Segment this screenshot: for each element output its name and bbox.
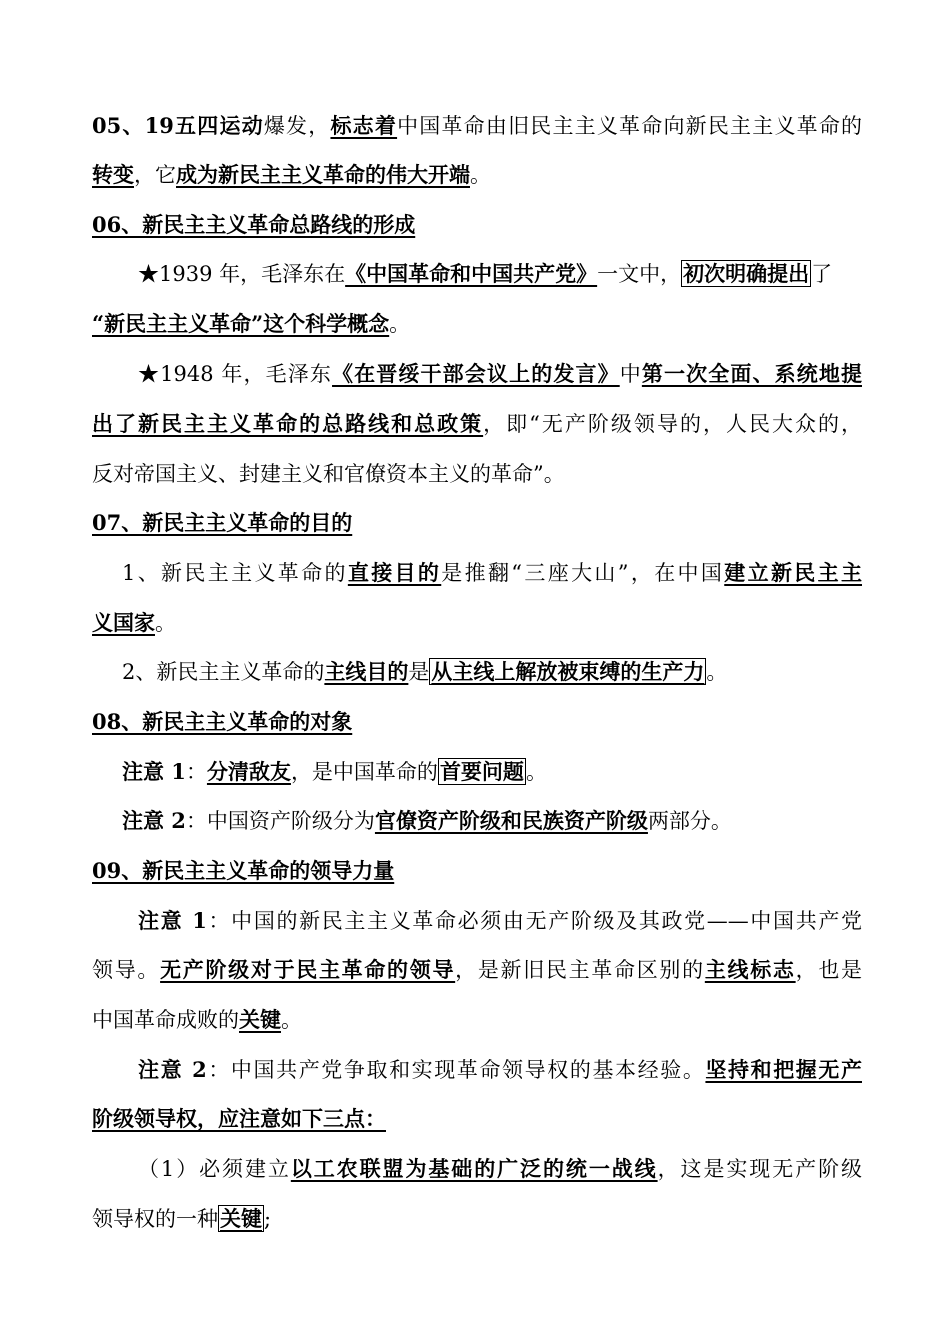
s05-may-fourth: 五四运动 [173,113,264,138]
s05-line-2 [92,160,862,190]
s08-friends-foes: 分清敌友 [206,759,291,784]
s06-p2-zhong: 中 [619,362,642,386]
s06-p2-quote: ，即“无产阶级领导的，人民大众的， [483,412,862,436]
s07-liberate-productivity: 从主线上解放被束缚的生产力 [431,659,705,684]
s07-p2-is: 是 [408,660,430,684]
s09-text-2: ，是新旧民主革命区别的 [455,958,705,982]
s09-three-points: 阶级领导权，应注意如下三点： [92,1106,386,1131]
s06-p2-speech: 《在晋绥干部会议上的发言》 [332,361,620,386]
s07-main-goal: 主线目的 [324,659,409,684]
s07-p1-text-2: 是推翻“三座大山”，在中国 [441,561,725,585]
s06-p1-book: 《中国革命和中国共产党》 [345,261,598,286]
s07-p2-text: 2、新民主主义革命的 [122,660,325,684]
s09-note-2-line-1 [138,1055,862,1085]
s09-main-sign: 主线标志 [704,957,796,982]
s09-proletariat-lead: 无产阶级对于民主革命的领导 [160,957,456,982]
s09-note-2-label: 注意 2 [138,1057,207,1082]
s07-state: 义国家 [92,610,155,635]
s06-p2-line-3: 反对帝国主义、封建主义和官僚资本主义的革命”。 [92,462,565,486]
s09-heading: 09、新民主主义革命的领导力量 [92,858,395,883]
s07-p1-text: 1、新民主主义革命的 [122,561,348,585]
s09-note-2-text: ：中国共产党争取和实现革命领导权的基本经验。 [206,1058,706,1082]
s07-direct-goal: 直接目的 [347,560,442,585]
s09-item-1-text-2: ，这是实现无产阶级 [657,1157,862,1181]
s08-bourgeoisie: 官僚资产阶级和民族资产阶级 [374,808,648,833]
s06-p2-general-line: 出了新民主主义革命的总路线和总政策 [92,411,484,436]
s08-note-1 [122,757,862,787]
s09-also: ，也是 [795,958,862,982]
s09-note-1-line-2 [92,955,862,985]
s05-text: 爆发， [263,114,331,138]
s09-item-1-line-1 [138,1154,862,1184]
s05-marks: 标志着 [330,113,398,138]
s08-note-2 [122,806,862,836]
s06-p1-first-proposed: 初次明确提出 [683,261,810,286]
s08-colon: ： [185,760,207,784]
s06-p1-line-2 [92,309,862,339]
s08-text: ，是中国革命的 [290,760,438,784]
s08-note-2-label: 注意 2 [122,808,186,833]
s06-heading: 06、新民主主义革命总路线的形成 [92,212,416,237]
s05-period: 。 [470,163,491,187]
s06-p1-line-1 [138,259,862,289]
s09-note-2-line-2 [92,1104,862,1134]
s09-lead: 领导。 [92,958,161,982]
s07-p1-line-2 [92,608,862,638]
s07-heading: 07、新民主主义革命的目的 [92,510,353,535]
s09-item-1-line-2 [92,1204,862,1234]
s09-period: 。 [281,1008,302,1032]
s09-united-front: 以工农联盟为基础的广泛的统一战线 [290,1156,658,1181]
s08-note-1-label: 注意 1 [122,759,186,784]
s07-p2-line [122,657,862,687]
s09-item-1-key: 关键 [220,1206,262,1231]
s08-primary-question: 首要问题 [439,759,524,784]
s08-note-2-text: ：中国资产阶级分为 [185,809,375,833]
s07-p2-period: 。 [706,660,728,684]
s06-p2-first: 第一次全面、系统地提 [641,361,862,386]
s09-note-1-line-1 [138,906,862,936]
s06-p2-line-1 [138,359,862,389]
s08-two-parts: 两部分。 [647,809,732,833]
s05-transformation: 转变 [92,162,134,187]
s05-text-2: 中国革命由旧民主主义革命向新民主主义革命的 [397,114,862,138]
s05-text-3: ，它 [134,163,176,187]
s09-uphold: 坚持和把握无产 [705,1057,862,1082]
s09-item-1-text: （1）必须建立 [138,1157,291,1181]
s07-p1-line-1 [122,558,862,588]
s08-period: 。 [525,760,547,784]
s05-beginning: 成为新民主主义革命的伟大开端 [176,162,470,187]
s06-p1-text: 一文中， [597,262,682,286]
s05-number: 05、19 [92,113,174,138]
s05-line-1 [92,111,862,141]
s09-note-1-text: ：中国的新民主主义革命必须由无产阶级及其政党——中国共产党 [206,909,862,933]
s06-p1-period: 。 [389,312,411,336]
s09-text-3: 中国革命成败的 [92,1008,239,1032]
s09-item-1-semicolon: ; [264,1207,272,1231]
s09-note-1-label: 注意 1 [138,908,207,933]
s08-heading: 08、新民主主义革命的对象 [92,709,353,734]
s07-build-state: 建立新民主主 [724,560,862,585]
s06-p1-concept: “新民主主义革命”这个科学概念 [92,311,390,336]
s06-p2-year: ★1948 年，毛泽东 [138,362,333,386]
s09-key: 关键 [239,1007,281,1032]
s07-period: 。 [155,611,176,635]
s06-p2-line-2 [92,409,862,439]
s09-item-1-text-3: 领导权的一种 [92,1207,218,1231]
s06-p1-le: 了 [811,262,833,286]
s09-note-1-line-3 [92,1005,862,1035]
s06-p1-year: ★1939 年，毛泽东在 [138,262,346,286]
